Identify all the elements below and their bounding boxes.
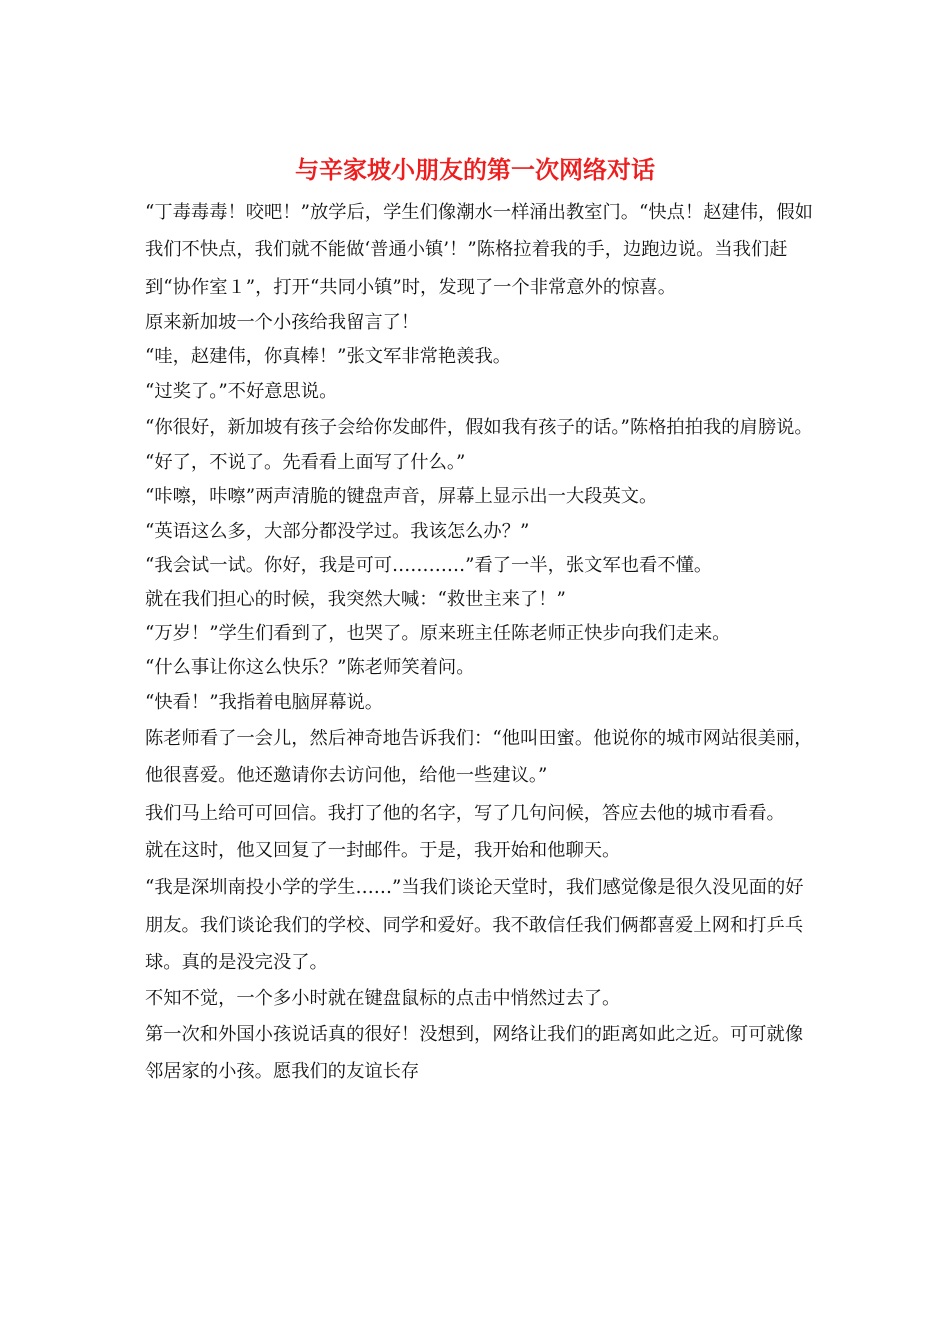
paragraph: “丁毒毒毒！咬吧！”放学后，学生们像潮水一样涌出教室门。“快点！赵建伟，假如我们不快点，我们就不能做‘普通小镇’！”陈格拉着我的手，边跑边说。当我们赶到“协作室１”，打开“共同小镇”时，发现了一个非常意外的惊喜。 xyxy=(145,202,813,298)
paragraph: 陈老师看了一会儿，然后神奇地告诉我们：“他叫田蜜。他说你的城市网站很美丽，他很喜爱。他还邀请你去访问他，给他一些建议。” xyxy=(145,727,813,787)
paragraph: “我会试一试。你好，我是可可…………”看了一半，张文军也看不懂。 xyxy=(145,554,713,576)
paragraph: “咔嚓，咔嚓”两声清脆的键盘声音，屏幕上显示出一大段英文。 xyxy=(145,486,658,508)
paragraph: “万岁！”学生们看到了，也哭了。原来班主任陈老师正快步向我们走来。 xyxy=(145,623,731,645)
paragraph: “过奖了。”不好意思说。 xyxy=(145,380,338,402)
paragraph: 原来新加坡一个小孩给我留言了！ xyxy=(145,312,420,334)
document-body xyxy=(145,194,817,1091)
document-title: 与辛家坡小朋友的第一次网络对话 xyxy=(295,155,655,184)
paragraph: “英语这么多，大部分都没学过。我该怎么办？” xyxy=(145,520,530,542)
paragraph: “哇，赵建伟，你真棒！”张文军非常艳羡我。 xyxy=(145,346,512,368)
paragraph: 就在我们担心的时候，我突然大喊：“救世主来了！” xyxy=(145,589,566,611)
paragraph: “快看！”我指着电脑屏幕说。 xyxy=(145,691,384,713)
paragraph: “你很好，新加坡有孩子会给你发邮件，假如我有孩子的话。”陈格拍拍我的肩膀说。 xyxy=(145,416,813,438)
paragraph: “好了，不说了。先看看上面写了什么。” xyxy=(145,452,466,474)
paragraph: 第一次和外国小孩说话真的很好！没想到，网络让我们的距离如此之近。可可就像邻居家的小孩。愿我们的友谊长存 xyxy=(145,1023,804,1083)
paragraph: 我们马上给可可回信。我打了他的名字，写了几句问候，答应去他的城市看看。 xyxy=(145,802,785,824)
paragraph: 不知不觉，一个多小时就在键盘鼠标的点击中悄然过去了。 xyxy=(145,987,621,1009)
paragraph: 就在这时，他又回复了一封邮件。于是，我开始和他聊天。 xyxy=(145,840,621,862)
paragraph: “什么事让你这么快乐？”陈老师笑着问。 xyxy=(145,657,475,679)
paragraph: “我是深圳南投小学的学生……”当我们谈论天堂时，我们感觉像是很久没见面的好朋友。我们谈论我们的学校、同学和爱好。我不敢信任我们俩都喜爱上网和打乒乓球。真的是没完没了。 xyxy=(145,877,804,974)
